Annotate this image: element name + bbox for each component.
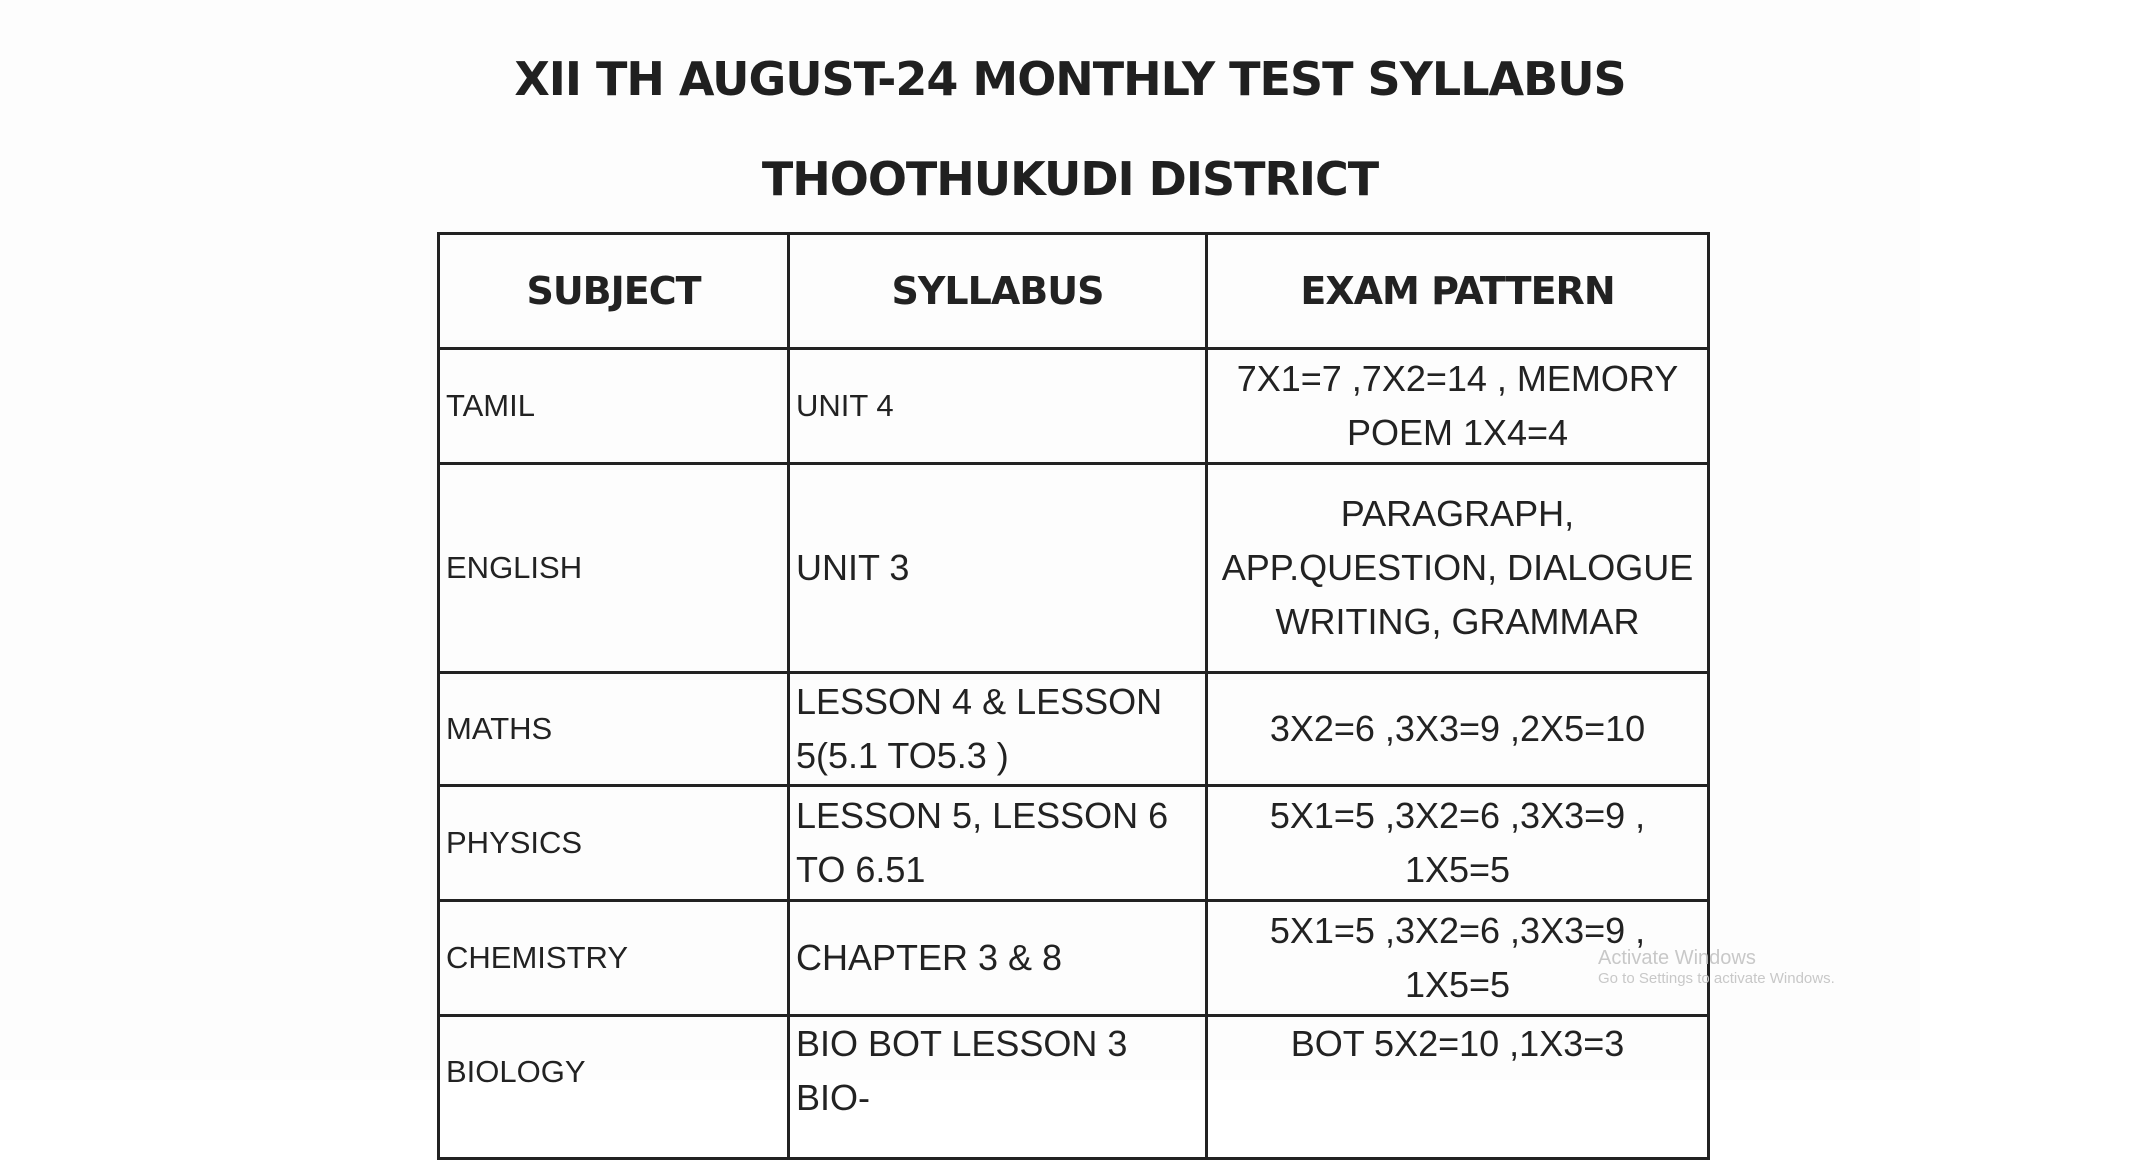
syllabus-cell: LESSON 5, LESSON 6 TO 6.51	[789, 786, 1207, 901]
watermark-subtitle: Go to Settings to activate Windows.	[1598, 970, 1835, 987]
header-exam-pattern: EXAM PATTERN	[1207, 234, 1709, 349]
subject-cell: CHEMISTRY	[439, 901, 789, 1016]
syllabus-cell: UNIT 4	[789, 349, 1207, 464]
subject-cell: ENGLISH	[439, 464, 789, 673]
table-row	[439, 349, 1709, 464]
table-row	[439, 1016, 1709, 1159]
syllabus-cell: LESSON 4 & LESSON 5(5.1 TO5.3 )	[789, 673, 1207, 786]
document-title: XII TH AUGUST-24 MONTHLY TEST SYLLABUS	[514, 52, 1626, 106]
exam-pattern-cell: PARAGRAPH, APP.QUESTION, DIALOGUE WRITING, GRAMMAR	[1207, 464, 1709, 673]
syllabus-cell: CHAPTER 3 & 8	[789, 901, 1207, 1016]
subject-cell: PHYSICS	[439, 786, 789, 901]
subject-cell: MATHS	[439, 673, 789, 786]
exam-pattern-cell: 3X2=6 ,3X3=9 ,2X5=10	[1207, 673, 1709, 786]
exam-pattern-cell: BOT 5X2=10 ,1X3=3	[1207, 1016, 1709, 1159]
syllabus-cell: UNIT 3	[789, 464, 1207, 673]
syllabus-cell: BIO BOT LESSON 3 BIO-	[789, 1016, 1207, 1159]
table-row	[439, 464, 1709, 673]
table-row	[439, 673, 1709, 786]
document-subtitle: THOOTHUKUDI DISTRICT	[761, 152, 1379, 206]
exam-pattern-cell: 5X1=5 ,3X2=6 ,3X3=9 , 1X5=5	[1207, 786, 1709, 901]
table-row	[439, 786, 1709, 901]
watermark-title: Activate Windows	[1598, 947, 1756, 969]
exam-pattern-cell: 5X1=5 ,3X2=6 ,3X3=9 , 1X5=5	[1207, 901, 1709, 1016]
subject-cell: BIOLOGY	[439, 1016, 789, 1159]
subject-cell: TAMIL	[439, 349, 789, 464]
header-syllabus: SYLLABUS	[789, 234, 1207, 349]
syllabus-table	[437, 232, 1710, 1160]
table-header-row	[439, 234, 1709, 349]
exam-pattern-cell: 7X1=7 ,7X2=14 , MEMORY POEM 1X4=4	[1207, 349, 1709, 464]
header-subject: SUBJECT	[439, 234, 789, 349]
table-row	[439, 901, 1709, 1016]
